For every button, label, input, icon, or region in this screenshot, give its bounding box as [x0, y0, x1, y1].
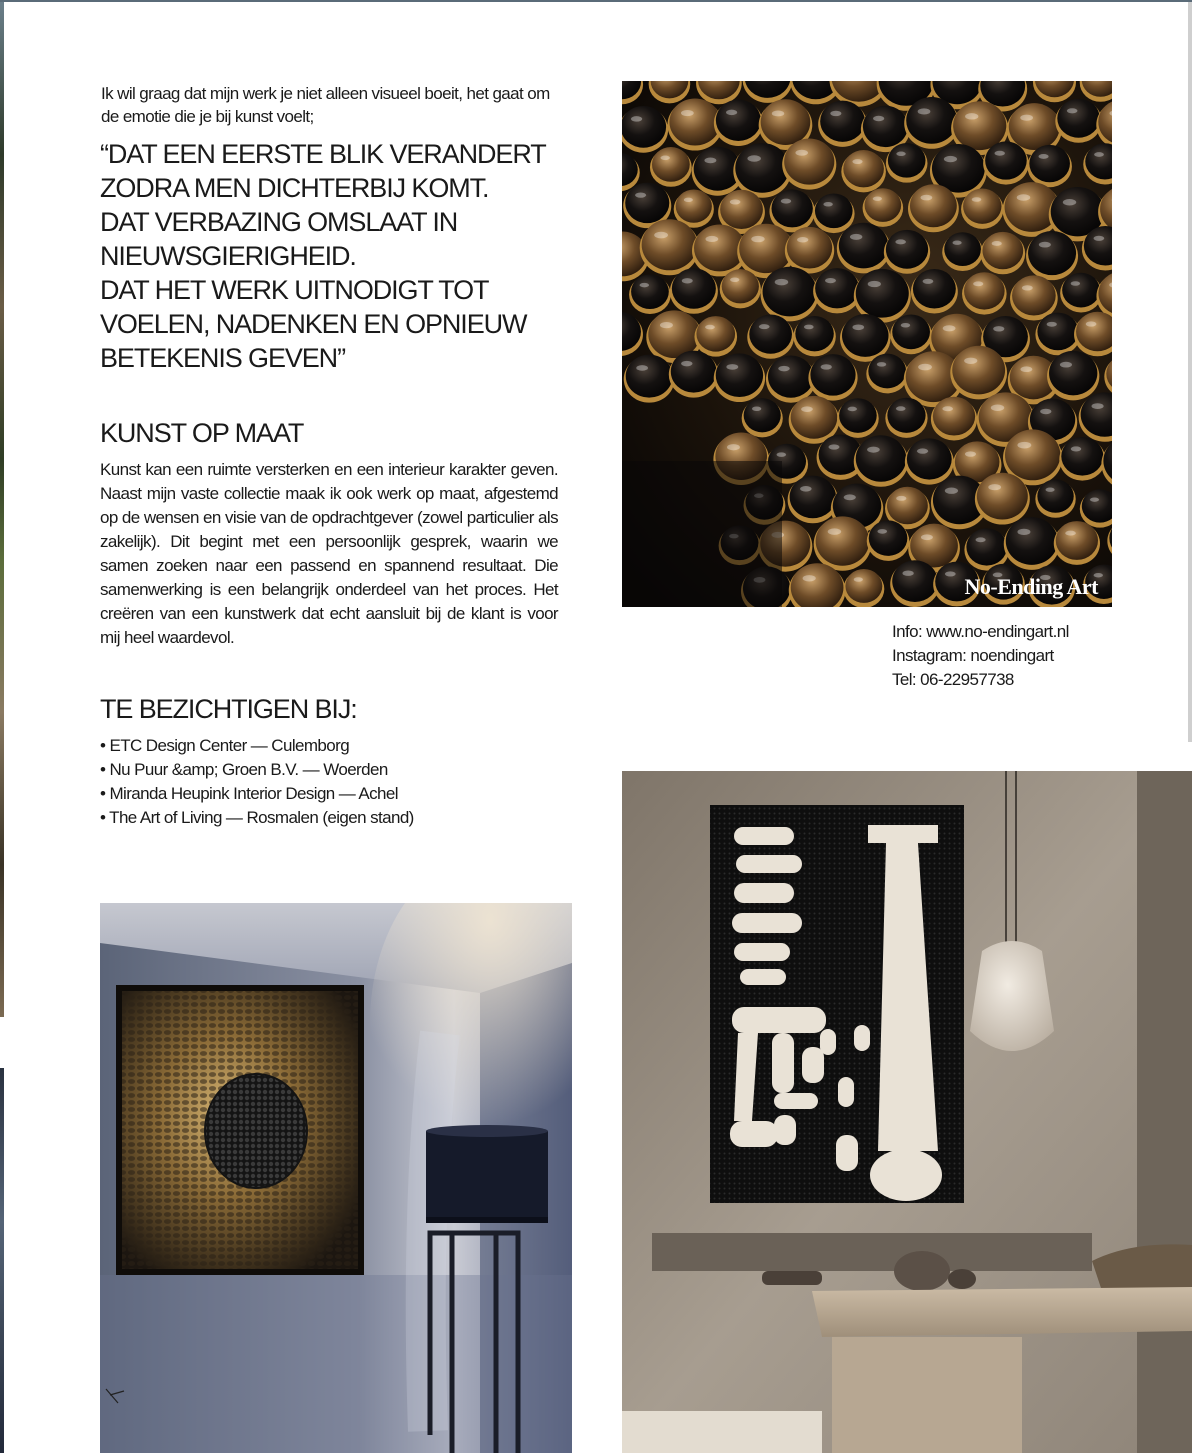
contact-instagram[interactable]: Instagram: noendingart [892, 646, 1054, 665]
disc-highlight [867, 447, 880, 453]
disc [787, 227, 832, 269]
disc [906, 97, 957, 144]
disc-highlight [1047, 322, 1057, 327]
disc-highlight [640, 283, 649, 288]
disc [869, 520, 908, 556]
disc-highlight [730, 278, 739, 282]
disc-highlight [918, 364, 932, 371]
disc-highlight [781, 199, 791, 204]
disc [843, 150, 884, 187]
disc [763, 267, 817, 317]
disc-highlight [848, 407, 857, 412]
disc-highlight [1094, 152, 1104, 157]
disc-highlight [681, 110, 694, 116]
disc-highlight [896, 152, 905, 157]
disc [820, 101, 865, 142]
disc-highlight [682, 278, 693, 283]
disc [868, 354, 906, 389]
disc-highlight [821, 364, 832, 369]
disc-highlight [660, 156, 669, 161]
disc [1062, 273, 1100, 308]
disc [892, 560, 937, 602]
disc [642, 219, 697, 270]
disc [739, 224, 793, 273]
disc [863, 106, 908, 147]
disc-highlight [1067, 108, 1078, 113]
disc [1037, 313, 1078, 351]
disc-highlight [751, 236, 764, 242]
disc [716, 100, 761, 141]
disc [842, 314, 889, 357]
disc-highlight [1086, 321, 1097, 326]
artwork-interior-photo [622, 771, 1192, 1453]
disc-highlight [1017, 529, 1030, 535]
contact-block [892, 620, 1069, 692]
disc-highlight [854, 577, 863, 581]
venue-item: • ETC Design Center — Culemborg [100, 736, 350, 755]
disc [1009, 103, 1060, 150]
quote-line: DAT VERBAZING OMSLAAT IN [100, 207, 458, 237]
contact-website[interactable]: Info: www.no-endingart.nl [892, 622, 1069, 641]
disc-highlight [1094, 236, 1105, 241]
disc-highlight [988, 484, 1001, 490]
disc-highlight [1071, 281, 1080, 286]
disc-highlight [1090, 497, 1099, 501]
disc-highlight [976, 537, 986, 542]
disc [839, 223, 889, 269]
disc [865, 188, 902, 222]
disc-highlight [726, 364, 738, 370]
quote-line: NIEUWSGIERIGHEID. [100, 241, 356, 271]
disc [887, 487, 928, 525]
disc [696, 316, 735, 352]
disc-highlight [868, 281, 881, 287]
disc [839, 398, 877, 433]
disc [983, 232, 1024, 269]
disc-highlight [705, 325, 715, 330]
quote-line: DAT HET WERK UITNODIGT TOT [100, 275, 489, 305]
artwork-discs-image [622, 81, 1112, 607]
disc-highlight [850, 234, 862, 240]
contact-phone[interactable]: Tel: 06-22957738 [892, 670, 1014, 689]
disc [856, 269, 909, 318]
disc [910, 184, 957, 227]
disc-highlight [777, 452, 787, 457]
artwork-interior-image [622, 771, 1192, 1453]
disc-highlight [1017, 194, 1031, 200]
disc [626, 355, 673, 398]
disc [964, 272, 1005, 309]
disc-highlight [830, 111, 841, 116]
left-edge-strip [0, 2, 4, 1017]
disc-highlight [852, 324, 864, 330]
disc [977, 473, 1028, 520]
disc-highlight [896, 406, 906, 411]
disc-highlight [660, 322, 673, 328]
disc-highlight [800, 486, 812, 492]
disc [856, 435, 906, 481]
disc-highlight [804, 325, 814, 330]
disc-highlight [778, 366, 789, 371]
disc [810, 354, 855, 396]
venue-list [100, 734, 414, 830]
disc-highlight [973, 281, 983, 286]
quote-line: ZODRA MEN DICHTERBIJ KOMT. [100, 173, 489, 203]
disc-highlight [1022, 285, 1033, 290]
disc-highlight [901, 323, 910, 328]
disc-highlight [759, 324, 770, 329]
disc-highlight [823, 202, 832, 207]
disc [845, 569, 882, 603]
disc-highlight [953, 241, 962, 245]
disc [933, 397, 975, 436]
disc-highlight [877, 362, 886, 367]
quote-line: VOELEN, NADENKEN EN OPNIEUW [100, 309, 527, 339]
disc-highlight [877, 529, 887, 534]
disc-highlight [1063, 199, 1076, 205]
disc-highlight [921, 534, 933, 540]
disc-highlight [772, 110, 784, 116]
disc-highlight [852, 159, 862, 164]
disc [791, 396, 838, 439]
disc-highlight [923, 279, 934, 284]
disc-highlight [631, 116, 642, 121]
disc [671, 351, 717, 393]
disc [963, 189, 1001, 224]
disc-highlight [727, 444, 740, 450]
right-edge-strip [1188, 2, 1192, 742]
disc [952, 346, 1005, 395]
custom-art-body: Kunst kan een ruimte versterken en een interieur karakter geven. Naast mijn vaste collectie maak ik ook werk op maat, afgestemd op de wensen en visie van de opdrachtgever (zowel particulier als zakelijk). Dit begint met een persoonlijk gesprek, waarin we samen zoeken naar een passend en spannend resultaat. Die samenwerking is een belangrijk onderdeel van het proces. Het creëren van een kunstwerk dat echt aansluit bij de klant is voor mij heel waardevol. [100, 460, 558, 647]
disc [1049, 351, 1097, 395]
disc [768, 356, 814, 398]
disc [784, 138, 834, 184]
disc-highlight [726, 110, 737, 115]
disc [669, 98, 720, 145]
disc-highlight [1065, 531, 1076, 536]
disc-highlight [654, 232, 668, 239]
disc-highlight [1046, 488, 1055, 492]
disc-highlight [972, 197, 982, 202]
disc-highlight [844, 494, 856, 500]
disc [722, 269, 759, 303]
disc [815, 193, 853, 228]
disc-highlight [895, 239, 906, 244]
custom-art-heading: KUNST OP MAAT [100, 418, 304, 448]
disc [913, 269, 956, 308]
venue-item: • The Art of Living — Rosmalen (eigen stand) [100, 808, 414, 827]
disc [1028, 231, 1076, 275]
disc-highlight [795, 150, 808, 156]
disc-highlight [873, 116, 884, 121]
disc-highlight [1071, 446, 1082, 451]
disc-highlight [917, 448, 928, 453]
disc [672, 268, 716, 309]
disc-highlight [1039, 242, 1051, 248]
disc-highlight [705, 236, 718, 242]
disc [735, 143, 789, 193]
disc-highlight [1038, 154, 1048, 159]
disc-highlight [801, 406, 813, 412]
disc-highlight [943, 325, 956, 331]
disc-highlight [995, 151, 1005, 156]
disc-highlight [704, 158, 716, 164]
quote-line: BETEKENIS GEVEN” [100, 343, 345, 373]
disc [790, 476, 836, 519]
disc-highlight [944, 156, 957, 162]
disc-highlight [993, 326, 1004, 331]
disc-highlight [964, 358, 977, 364]
disc [676, 190, 712, 223]
venue-item: • Miranda Heupink Interior Design — Achel [100, 784, 398, 803]
quote-line: “DAT EEN EERSTE BLIK VERANDERT [100, 139, 546, 169]
disc-highlight [797, 237, 808, 242]
disc [631, 274, 669, 309]
disc [816, 516, 870, 565]
disc [985, 141, 1027, 179]
disc-highlight [1060, 362, 1072, 368]
disc [944, 232, 981, 266]
disc [749, 314, 792, 353]
disc [1029, 145, 1070, 182]
disc-highlight [873, 196, 882, 200]
disc [761, 99, 811, 145]
disc [1006, 517, 1058, 565]
disc [652, 147, 690, 182]
disc [892, 314, 930, 349]
venue-item: • Nu Puur &amp; Groen B.V. — Woerden [100, 760, 388, 779]
left-edge-strip-lower [0, 1068, 4, 1453]
disc-highlight [965, 113, 978, 119]
disc-highlight [965, 451, 976, 456]
disc-highlight [945, 571, 956, 576]
disc-highlight [635, 193, 646, 198]
disc [771, 189, 812, 227]
disc-highlight [1020, 366, 1032, 372]
disc [1057, 99, 1099, 138]
disc [795, 316, 833, 351]
disc-highlight [681, 361, 692, 366]
artwork-lamp-image [100, 903, 572, 1453]
intro-text: Ik wil graag dat mijn werk je niet alleen visueel boeit, het gaat om de emotie die je bij kunst voelt; [101, 84, 550, 126]
artwork-discs-photo [622, 81, 1112, 607]
disc-highlight [918, 108, 931, 114]
disc [744, 398, 781, 432]
disc [966, 528, 1007, 565]
disc [716, 353, 763, 397]
disc-highlight [991, 405, 1004, 411]
disc [1061, 437, 1103, 476]
disc [1005, 429, 1060, 480]
disc [1037, 479, 1073, 512]
disc-highlight [945, 488, 958, 494]
disc-highlight [747, 155, 760, 161]
disc [907, 438, 952, 479]
disc-highlight [828, 528, 841, 534]
disc-highlight [1020, 115, 1033, 121]
disc [815, 268, 859, 308]
artist-quote [100, 137, 570, 375]
disc-highlight [992, 241, 1002, 246]
top-border [0, 0, 1192, 2]
disc-highlight [1017, 442, 1031, 449]
disc-highlight [1092, 403, 1104, 409]
disc [886, 230, 928, 269]
disc-highlight [803, 575, 816, 581]
disc [888, 143, 926, 178]
disc-highlight [896, 496, 906, 501]
disc [1012, 275, 1056, 315]
disc [625, 183, 669, 224]
disc-highlight [921, 195, 933, 201]
disc [622, 106, 666, 148]
disc-highlight [825, 278, 836, 283]
disc-highlight [775, 279, 789, 285]
disc [720, 190, 763, 229]
disc-highlight [942, 406, 953, 411]
disc-highlight [684, 198, 693, 202]
watermark: No-Ending Art [964, 574, 1098, 599]
disc [694, 224, 745, 271]
disc-highlight [636, 365, 648, 371]
disc-highlight [752, 407, 761, 411]
disc [887, 398, 925, 433]
artwork-lamp-photo [100, 903, 572, 1453]
disc-highlight [902, 570, 913, 575]
disc [1056, 521, 1098, 560]
disc-highlight [730, 199, 741, 204]
viewing-heading: TE BEZICHTIGEN BIJ: [100, 694, 357, 724]
disc-highlight [828, 444, 839, 449]
disc-highlight [1040, 409, 1051, 414]
